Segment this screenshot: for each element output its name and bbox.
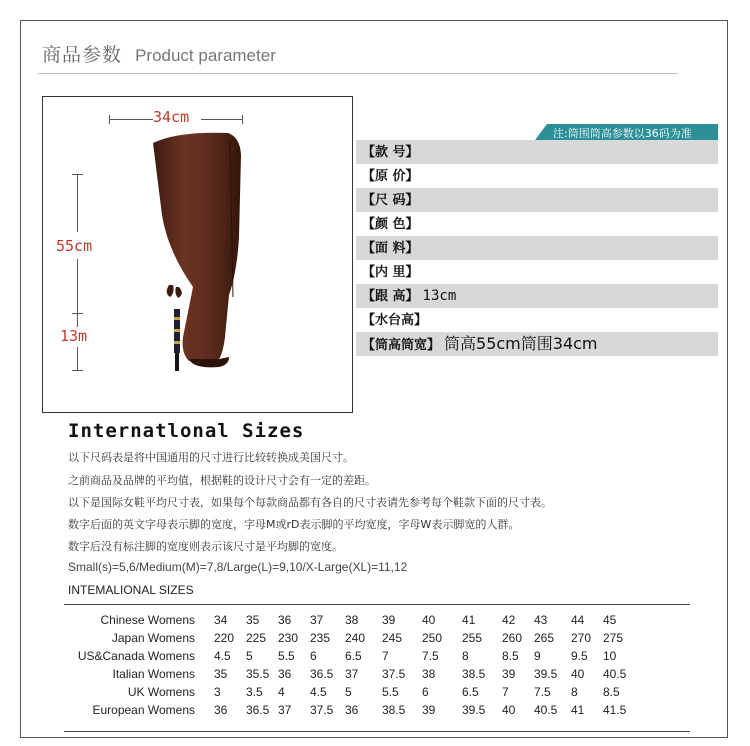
param-value: 13cm xyxy=(422,288,457,304)
size-cell: 220 xyxy=(214,631,235,645)
size-row-label: US&Canada Womens xyxy=(77,649,195,663)
size-row-label: European Womens xyxy=(92,703,195,717)
size-row-label: Chinese Womens xyxy=(100,613,195,627)
intl-sizes-subtitle: INTEMALIONAL SIZES xyxy=(68,583,194,597)
param-row xyxy=(356,188,718,212)
size-cell: 5.5 xyxy=(382,685,399,699)
section-header xyxy=(42,40,276,67)
size-cell: 34 xyxy=(214,613,228,627)
size-cell: 36 xyxy=(214,703,228,717)
size-cell: 7.5 xyxy=(534,685,551,699)
size-cell: 43 xyxy=(534,613,548,627)
size-cell: 7.5 xyxy=(422,649,439,663)
intl-desc-line: 数字后没有标注脚的宽度则表示该尺寸是平均脚的宽度。 xyxy=(68,540,343,553)
size-cell: 38 xyxy=(345,613,359,627)
size-cell: 36 xyxy=(278,613,292,627)
size-table xyxy=(64,611,635,719)
size-cell: 270 xyxy=(571,631,592,645)
size-cell: 35 xyxy=(214,667,228,681)
size-cell: 41.5 xyxy=(603,703,627,717)
size-cell: 41 xyxy=(462,613,476,627)
heel-label: 13m xyxy=(60,327,88,345)
height-label: 55cm xyxy=(56,237,93,255)
width-label: 34cm xyxy=(153,108,190,126)
size-cell: 39 xyxy=(502,667,516,681)
intl-desc-line: 以下尺码表是将中国通用的尺寸进行比较转换成美国尺寸。 xyxy=(68,451,354,464)
size-cell: 260 xyxy=(502,631,523,645)
size-cell: 39.5 xyxy=(534,667,558,681)
size-cell: 240 xyxy=(345,631,366,645)
size-cell: 4.5 xyxy=(310,685,327,699)
size-cell: 6.5 xyxy=(345,649,362,663)
size-note-banner xyxy=(535,124,718,140)
size-cell: 4 xyxy=(278,685,285,699)
size-cell: 36 xyxy=(345,703,359,717)
size-cell: 9.5 xyxy=(571,649,588,663)
size-cell: 44 xyxy=(571,613,585,627)
size-table-row xyxy=(64,629,635,647)
intl-desc-line: 以下是国际女鞋平均尺寸表，如果每个每款商品都有各自的尺寸表请先参考每个鞋款下面的尺寸表。 xyxy=(68,496,552,509)
param-row xyxy=(356,140,718,164)
size-cell: 40.5 xyxy=(534,703,558,717)
size-row-label: Japan Womens xyxy=(111,631,195,645)
size-cell: 265 xyxy=(534,631,555,645)
size-cell: 10 xyxy=(603,649,617,663)
size-cell: 37 xyxy=(345,667,359,681)
param-label: 【水台高】 xyxy=(362,313,428,328)
size-cell: 40 xyxy=(422,613,436,627)
size-cell: 8.5 xyxy=(603,685,620,699)
size-cell: 6.5 xyxy=(462,685,479,699)
size-cell: 255 xyxy=(462,631,483,645)
intl-sizes-title: Internatlonal Sizes xyxy=(68,420,305,442)
size-cell: 37.5 xyxy=(310,703,334,717)
param-row xyxy=(356,164,718,188)
size-cell: 36 xyxy=(278,667,292,681)
param-label: 【筒高筒宽】 xyxy=(362,338,441,353)
size-cell: 5 xyxy=(246,649,253,663)
param-list xyxy=(356,140,718,356)
boot-image xyxy=(43,97,354,414)
param-row xyxy=(356,236,718,260)
size-cell: 235 xyxy=(310,631,331,645)
size-cell: 225 xyxy=(246,631,267,645)
size-cell: 8.5 xyxy=(502,649,519,663)
size-table-row xyxy=(64,683,635,701)
size-cell: 8 xyxy=(571,685,578,699)
size-cell: 37.5 xyxy=(382,667,406,681)
intl-desc-line: 之前商品及品牌的平均值，根据鞋的设计尺寸会有一定的差距。 xyxy=(68,474,376,487)
size-cell: 38 xyxy=(422,667,436,681)
size-cell: 7 xyxy=(502,685,509,699)
param-label: 【原 价】 xyxy=(362,169,419,184)
size-cell: 6 xyxy=(422,685,429,699)
size-cell: 5 xyxy=(345,685,352,699)
size-cell: 39 xyxy=(382,613,396,627)
size-table-row xyxy=(64,611,635,629)
size-cell: 37 xyxy=(278,703,292,717)
size-cell: 230 xyxy=(278,631,299,645)
size-cell: 45 xyxy=(603,613,617,627)
size-cell: 40.5 xyxy=(603,667,627,681)
param-label: 【颜 色】 xyxy=(362,217,419,232)
param-value: 筒高55cm筒围34cm xyxy=(444,334,598,353)
size-cell: 40 xyxy=(502,703,516,717)
size-row-label: Italian Womens xyxy=(112,667,195,681)
size-cell: 41 xyxy=(571,703,585,717)
size-cell: 39.5 xyxy=(462,703,486,717)
product-photo xyxy=(42,96,353,413)
size-cell: 36.5 xyxy=(310,667,334,681)
table-top-rule xyxy=(64,604,690,605)
header-title-en: Product parameter xyxy=(135,46,276,65)
size-cell: 40 xyxy=(571,667,585,681)
size-cell: 35 xyxy=(246,613,260,627)
size-cell: 37 xyxy=(310,613,324,627)
param-label: 【款 号】 xyxy=(362,145,419,160)
size-cell: 38.5 xyxy=(382,703,406,717)
size-cell: 9 xyxy=(534,649,541,663)
size-cell: 5.5 xyxy=(278,649,295,663)
size-cell: 3.5 xyxy=(246,685,263,699)
intl-desc-line: Small(s)=5,6/Medium(M)=7,8/Large(L)=9,10/X-Large(XL)=11,12 xyxy=(68,560,408,574)
param-row xyxy=(356,284,718,308)
size-cell: 250 xyxy=(422,631,443,645)
param-label: 【面 料】 xyxy=(362,241,419,256)
size-cell: 8 xyxy=(462,649,469,663)
size-cell: 4.5 xyxy=(214,649,231,663)
size-cell: 6 xyxy=(310,649,317,663)
size-table-row xyxy=(64,647,635,665)
header-title-cn: 商品参数 xyxy=(42,44,123,66)
header-divider xyxy=(38,73,678,74)
param-label: 【内 里】 xyxy=(362,265,419,280)
size-cell: 275 xyxy=(603,631,624,645)
param-row xyxy=(356,332,718,356)
param-label: 【尺 码】 xyxy=(362,193,419,208)
size-cell: 7 xyxy=(382,649,389,663)
size-table-row xyxy=(64,665,635,683)
size-cell: 39 xyxy=(422,703,436,717)
param-label: 【跟 高】 xyxy=(362,289,419,304)
size-cell: 35.5 xyxy=(246,667,270,681)
size-note-text: 注:筒围筒高参数以36码为准 xyxy=(553,127,692,140)
table-bottom-rule xyxy=(64,731,690,732)
size-row-label: UK Womens xyxy=(127,685,195,699)
param-row xyxy=(356,260,718,284)
size-cell: 38.5 xyxy=(462,667,486,681)
size-cell: 245 xyxy=(382,631,403,645)
intl-desc-line: 数字后面的英文字母表示脚的宽度，字母M或rD表示脚的平均宽度，字母W表示脚宽的人群。 xyxy=(68,518,520,531)
size-cell: 36.5 xyxy=(246,703,270,717)
param-row xyxy=(356,308,718,332)
size-table-row xyxy=(64,701,635,719)
param-row xyxy=(356,212,718,236)
size-cell: 3 xyxy=(214,685,221,699)
size-cell: 42 xyxy=(502,613,516,627)
